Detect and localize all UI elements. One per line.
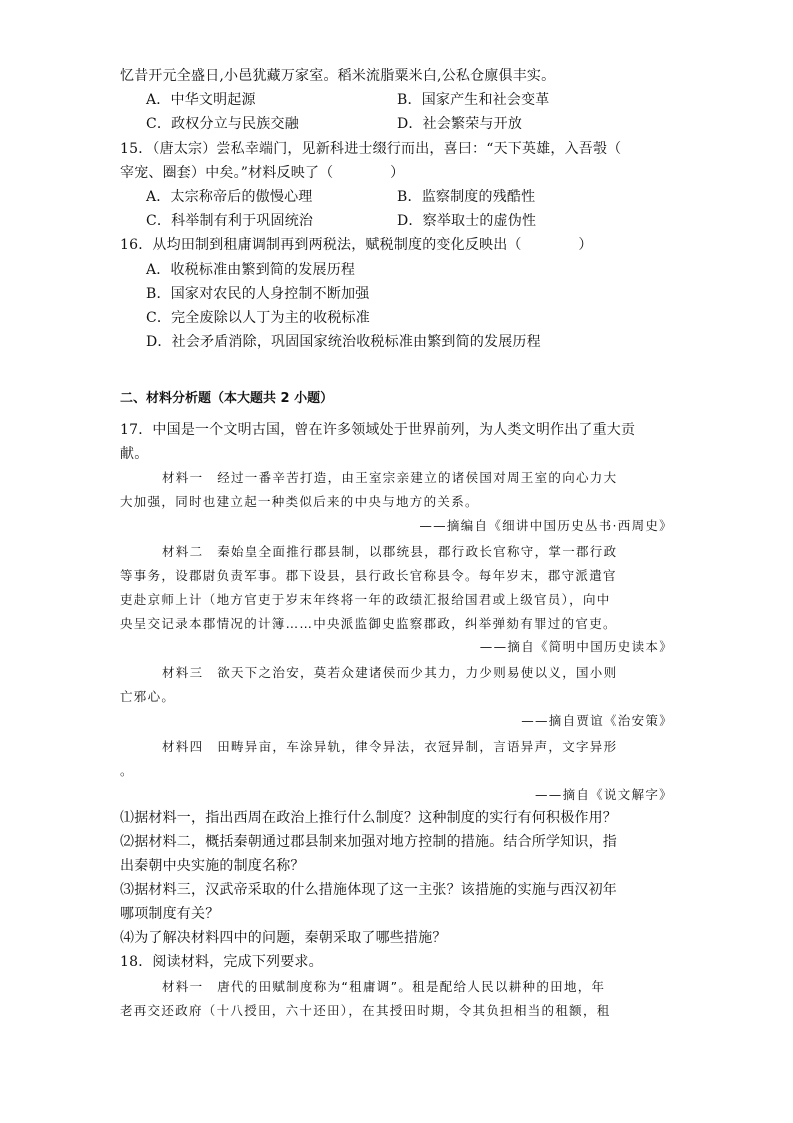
material-line: 材料四 田畴异亩，车涂异轨，律令异法，衣冠异制，言语异声，文字异形 — [162, 739, 618, 754]
q16-option-c: C．完全废除以人丁为主的收税标准 — [146, 310, 370, 326]
material-line: 大加强，同时也建立起一种类似后来的中央与地方的关系。 — [120, 494, 479, 509]
material-line: 材料一 经过一番辛苦打造，由王室宗亲建立的诸侯国对周王室的向心力大 — [162, 470, 618, 485]
q17-subquestion: ⑴据材料一，指出西周在政治上推行什么制度？这种制度的实行有何积极作用？ — [120, 810, 617, 826]
q16-option-a: A．收税标准由繁到简的发展历程 — [146, 262, 356, 278]
material-line: 材料二 秦始皇全面推行郡县制，以郡统县，郡行政长官称守，掌一郡行政 — [162, 544, 618, 559]
q15-option-d: D．察举取士的虚伪性 — [397, 213, 537, 229]
q15-option-c: C．科举制有利于巩固统治 — [146, 213, 314, 229]
q17-subquestion: ⑶据材料三，汉武帝采取的什么措施体现了这一主张？该措施的实施与西汉初年 — [120, 882, 617, 898]
q16-option-d: D．社会矛盾消除，巩固国家统治收税标准由繁到简的发展历程 — [146, 334, 541, 350]
material-line: 亡邪心。 — [120, 689, 176, 704]
material-line: 等事务，设郡尉负责军事。郡下设县，县行政长官称县令。每年岁末，郡守派遣官 — [120, 568, 617, 583]
q14-option-c: C．政权分立与民族交融 — [146, 116, 299, 132]
q15-option-b: B．监察制度的残酷性 — [397, 189, 536, 205]
q17-subquestion: 出秦朝中央实施的制度名称？ — [120, 858, 305, 874]
material-line: 材料三 欲天下之治安，莫若众建诸侯而少其力，力少则易使以义，国小则 — [162, 665, 618, 680]
q16-stem: 16．从均田制到租庸调制再到两税法，赋税制度的变化反映出（ ） — [120, 237, 593, 253]
q15-stem-line: 宰宠、圈套）中矣。”材料反映了（ ） — [120, 165, 405, 181]
material-source: ——摘自贾谊《治安策》 — [521, 713, 673, 728]
material-line: 吏赴京师上计（地方官吏于岁末年终将一年的政绩汇报给国君或上级官员），向中 — [120, 592, 611, 607]
material-line: 材料一 唐代的田赋制度称为“租庸调”。租是配给人民以耕种的田地，年 — [162, 979, 606, 994]
q17-subquestion: 哪项制度有关？ — [120, 906, 220, 922]
q16-option-b: B．国家对农民的人身控制不断加强 — [146, 286, 370, 302]
material-source: ——摘自《简明中国历史读本》 — [479, 639, 673, 654]
q17-subquestion: ⑷为了解决材料四中的问题，秦朝采取了哪些措施？ — [120, 930, 447, 946]
q14-option-d: D．社会繁荣与开放 — [397, 116, 523, 132]
q15-option-a: A．太宗称帝后的傲慢心理 — [146, 189, 313, 205]
material-line: 。 — [120, 763, 134, 778]
q14-stem: 忆昔开元全盛日,小邑犹藏万家室。稻米流脂粟米白,公私仓廪俱丰实。 — [120, 68, 556, 84]
q17-stem-line: 献。 — [120, 446, 149, 462]
q17-subquestion: ⑵据材料二，概括秦朝通过郡县制来加强对地方控制的措施。结合所学知识，指 — [120, 834, 617, 850]
q15-stem-line: 15．（唐太宗）尝私幸端门，见新科进士缀行而出，喜曰：“天下英雄，入吾彀（ — [120, 141, 622, 157]
material-line: 老再交还政府（十八授田，六十还田），在其授田时期，令其负担相当的租额，租 — [120, 1003, 611, 1018]
material-source: ——摘自《说文解字》 — [534, 787, 673, 802]
q17-stem-line: 17．中国是一个文明古国，曾在许多领域处于世界前列，为人类文明作出了重大贡 — [120, 422, 636, 438]
material-source: ——摘编自《细讲中国历史丛书·西周史》 — [419, 518, 673, 533]
material-line: 央呈交记录本郡情况的计簿……中央派监御史监察郡政，纠举弹劾有罪过的官吏。 — [120, 616, 617, 631]
section-title: 二、材料分析题（本大题共 2 小题） — [120, 391, 334, 406]
q18-stem: 18．阅读材料，完成下列要求。 — [120, 954, 323, 970]
q14-option-a: A．中华文明起源 — [146, 92, 256, 108]
q14-option-b: B．国家产生和社会变革 — [397, 92, 550, 108]
